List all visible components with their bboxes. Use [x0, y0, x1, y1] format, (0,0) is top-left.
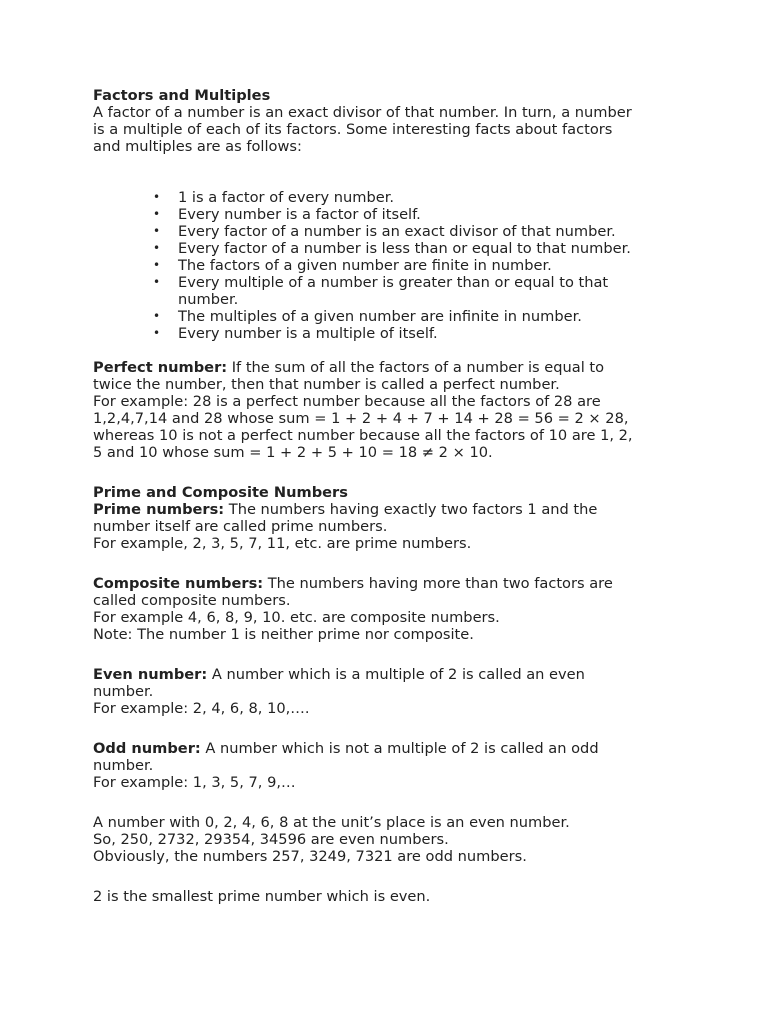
fact-text: Every number is a multiple of itself.: [178, 325, 438, 342]
facts-list: [93, 189, 683, 342]
perfect-number-line: 1,2,4,7,14 and 28 whose sum = 1 + 2 + 4 + 7 + 14 + 28 = 56 = 2 × 28,: [93, 410, 629, 427]
even-number-text: A number which is a multiple of 2 is called an even: [207, 666, 585, 683]
fact-text: Every factor of a number is an exact divisor of that number.: [178, 223, 616, 240]
units-place-paragraph: [93, 814, 683, 865]
units-place-line: Obviously, the numbers 257, 3249, 7321 are odd numbers.: [93, 848, 527, 865]
bullet-icon: •: [153, 326, 161, 340]
list-item: [93, 223, 683, 240]
prime-numbers-text: The numbers having exactly two factors 1 and the: [224, 501, 598, 518]
intro-line: is a multiple of each of its factors. Some interesting facts about factors: [93, 121, 613, 138]
even-number-line: number.: [93, 683, 154, 700]
perfect-number-line: whereas 10 is not a perfect number because all the factors of 10 are 1, 2,: [93, 427, 633, 444]
bullet-icon: •: [153, 224, 161, 238]
perfect-number-line: For example: 28 is a perfect number because all the factors of 28 are: [93, 393, 601, 410]
list-item: [93, 257, 683, 274]
even-number-line: [93, 666, 683, 683]
odd-number-line: [93, 740, 683, 757]
list-item: [93, 206, 683, 223]
list-item: [93, 274, 683, 308]
fact-text: Every factor of a number is less than or equal to that number.: [178, 240, 631, 257]
units-place-line: So, 250, 2732, 29354, 34596 are even numbers.: [93, 831, 449, 848]
units-place-line: A number with 0, 2, 4, 6, 8 at the unit’s place is an even number.: [93, 814, 570, 831]
intro-line: and multiples are as follows:: [93, 138, 302, 155]
prime-numbers-paragraph: [93, 501, 683, 552]
bullet-icon: •: [153, 309, 161, 323]
perfect-number-label: Perfect number:: [93, 359, 228, 376]
prime-numbers-line: [93, 501, 683, 518]
even-number-label: Even number:: [93, 666, 208, 683]
bullet-icon: •: [153, 258, 161, 272]
section-title-factors-multiples: Factors and Multiples: [93, 87, 271, 104]
bullet-icon: •: [153, 275, 161, 289]
composite-numbers-text: The numbers having more than two factors are: [263, 575, 613, 592]
closing-paragraph: [93, 888, 683, 905]
composite-numbers-line: [93, 575, 683, 592]
fact-text: The multiples of a given number are infinite in number.: [178, 308, 582, 325]
perfect-number-text: If the sum of all the factors of a number is equal to: [227, 359, 605, 376]
perfect-number-paragraph: [93, 359, 683, 461]
section-title-prime-composite: Prime and Composite Numbers: [93, 484, 348, 501]
fact-text: Every number is a factor of itself.: [178, 206, 421, 223]
prime-numbers-label: Prime numbers:: [93, 501, 225, 518]
closing-line: 2 is the smallest prime number which is even.: [93, 888, 431, 905]
fact-text-continued: number.: [178, 291, 239, 308]
even-number-line: For example: 2, 4, 6, 8, 10,….: [93, 700, 310, 717]
perfect-number-line: [93, 359, 683, 376]
bullet-icon: •: [153, 207, 161, 221]
composite-numbers-label: Composite numbers:: [93, 575, 264, 592]
odd-number-text: A number which is not a multiple of 2 is called an odd: [200, 740, 599, 757]
list-item: [93, 189, 683, 206]
even-number-paragraph: [93, 666, 683, 717]
intro-paragraph: [93, 104, 683, 155]
perfect-number-line: twice the number, then that number is called a perfect number.: [93, 376, 560, 393]
list-item: [93, 325, 683, 342]
composite-numbers-line: For example 4, 6, 8, 9, 10. etc. are composite numbers.: [93, 609, 500, 626]
perfect-number-line: 5 and 10 whose sum = 1 + 2 + 5 + 10 = 18 ≠ 2 × 10.: [93, 444, 493, 461]
odd-number-paragraph: [93, 740, 683, 791]
fact-text: 1 is a factor of every number.: [178, 189, 395, 206]
list-item: [93, 240, 683, 257]
prime-numbers-line: number itself are called prime numbers.: [93, 518, 388, 535]
composite-numbers-line: Note: The number 1 is neither prime nor composite.: [93, 626, 474, 643]
odd-number-label: Odd number:: [93, 740, 201, 757]
odd-number-line: number.: [93, 757, 154, 774]
composite-numbers-paragraph: [93, 575, 683, 643]
fact-text: The factors of a given number are finite in number.: [178, 257, 552, 274]
prime-numbers-line: For example, 2, 3, 5, 7, 11, etc. are prime numbers.: [93, 535, 472, 552]
composite-numbers-line: called composite numbers.: [93, 592, 291, 609]
intro-line: A factor of a number is an exact divisor of that number. In turn, a number: [93, 104, 632, 121]
fact-text: Every multiple of a number is greater than or equal to that: [178, 274, 609, 291]
odd-number-line: For example: 1, 3, 5, 7, 9,…: [93, 774, 296, 791]
bullet-icon: •: [153, 241, 161, 255]
document-page: [93, 87, 683, 905]
bullet-icon: •: [153, 190, 161, 204]
list-item: [93, 308, 683, 325]
